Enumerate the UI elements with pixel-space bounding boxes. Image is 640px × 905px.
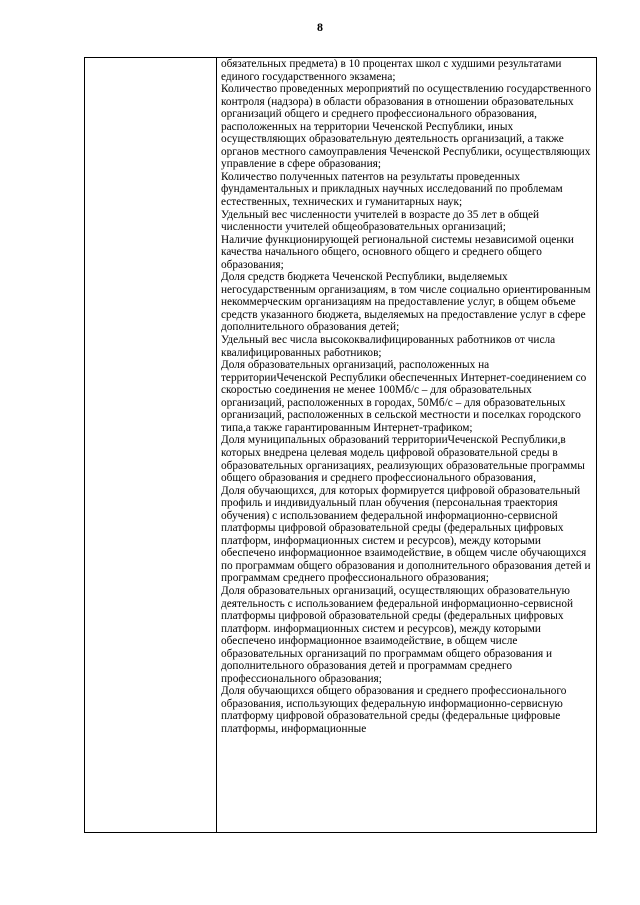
indicator-item: Доля образовательных организаций, осуществляющих образовательную деятельность с использованием федеральной информационно-сервисной платформы цифровой образовательной среды (федеральных цифровых платформ. информационных систем и ресурсов), между которыми обеспечено информационное взаимодействие, в общем числе образовательных организаций по программам общего образования и дополнительного образования детей и программам среднего профессионального образования; — [221, 584, 574, 685]
indicator-item: Удельный вес числа высококвалифицированных работников от числа квалифицированных работников; — [221, 334, 556, 359]
indicator-item: Количество полученных патентов на результаты проведенных фундаментальных и прикладных научных исследований по проблемам естественных, технических и гуманитарных наук; — [221, 170, 563, 209]
column-divider — [216, 58, 217, 832]
indicators-table — [84, 57, 597, 833]
page-number: 8 — [317, 20, 323, 34]
indicator-item: Количество проведенных мероприятий по осуществлению государственного контроля (надзора) в области образования в отношении образовательных организаций общего и среднего профессионального образования, расположенных на территории Чеченской Республики, иных осуществляющих образовательную деятельность организаций, а также органов местного самоуправления Чеченской Республики, осуществляющих управление в сфере образования; — [221, 83, 592, 171]
indicators-column — [221, 58, 596, 736]
indicator-item: Удельный вес численности учителей в возрасте до 35 лет в общей численности учителей общеобразовательных организаций; — [221, 208, 540, 234]
indicator-item: Доля средств бюджета Чеченской Республики, выделяемых негосударственным организациям, в том числе социально ориентированным некоммерческим организациям на предоставление услуг, в общем объеме средств указанного бюджета, выделяемых на предоставление услуг в сфере дополнительного образования детей; — [221, 271, 591, 334]
indicator-item: обязательных предмета) в 10 процентах школ с худшими результатами единого государственного экзамена; — [221, 58, 562, 83]
indicator-item: Доля образовательных организаций, расположенных на территорииЧеченской Республики обеспеченных Интернет-соединением со скоростью соединения не менее 100Мб/c – для образовательных организаций, расположенных в городах, 50Мб/c – для образовательных организаций, расположенных в сельской местности и поселках городского типа,а также гарантированным Интернет-трафиком; — [221, 359, 587, 434]
indicator-item: Наличие функционирующей региональной системы независимой оценки качества начального общего, основного общего и среднего общего образования; — [221, 233, 574, 271]
indicator-item: Доля обучающихся, для которых формируется цифровой образовательный профиль и индивидуальный план обучения (персональная траектория обучения) с использованием федеральной информационно-сервисной платформы цифровой образовательной среды (федеральных цифровых платформ, информационных систем и ресурсов), между которыми обеспечено информационное взаимодействие, в общем числе обучающихся по программам общего образования и дополнительного образования детей и программам среднего профессионального образования; — [221, 484, 591, 585]
indicator-item: Доля муниципальных образований территорииЧеченской Республики,в которых внедрена целевая модель цифровой образовательной среды в образовательных организациях, реализующих образовательные программы общего образования и среднего профессионального образования, — [221, 434, 585, 485]
indicator-item: Доля обучающихся общего образования и среднего профессионального образования, использующих федеральную информационно-сервисную платформу цифровой образовательной среды (федеральные цифровые платформы, информационные — [221, 685, 567, 735]
